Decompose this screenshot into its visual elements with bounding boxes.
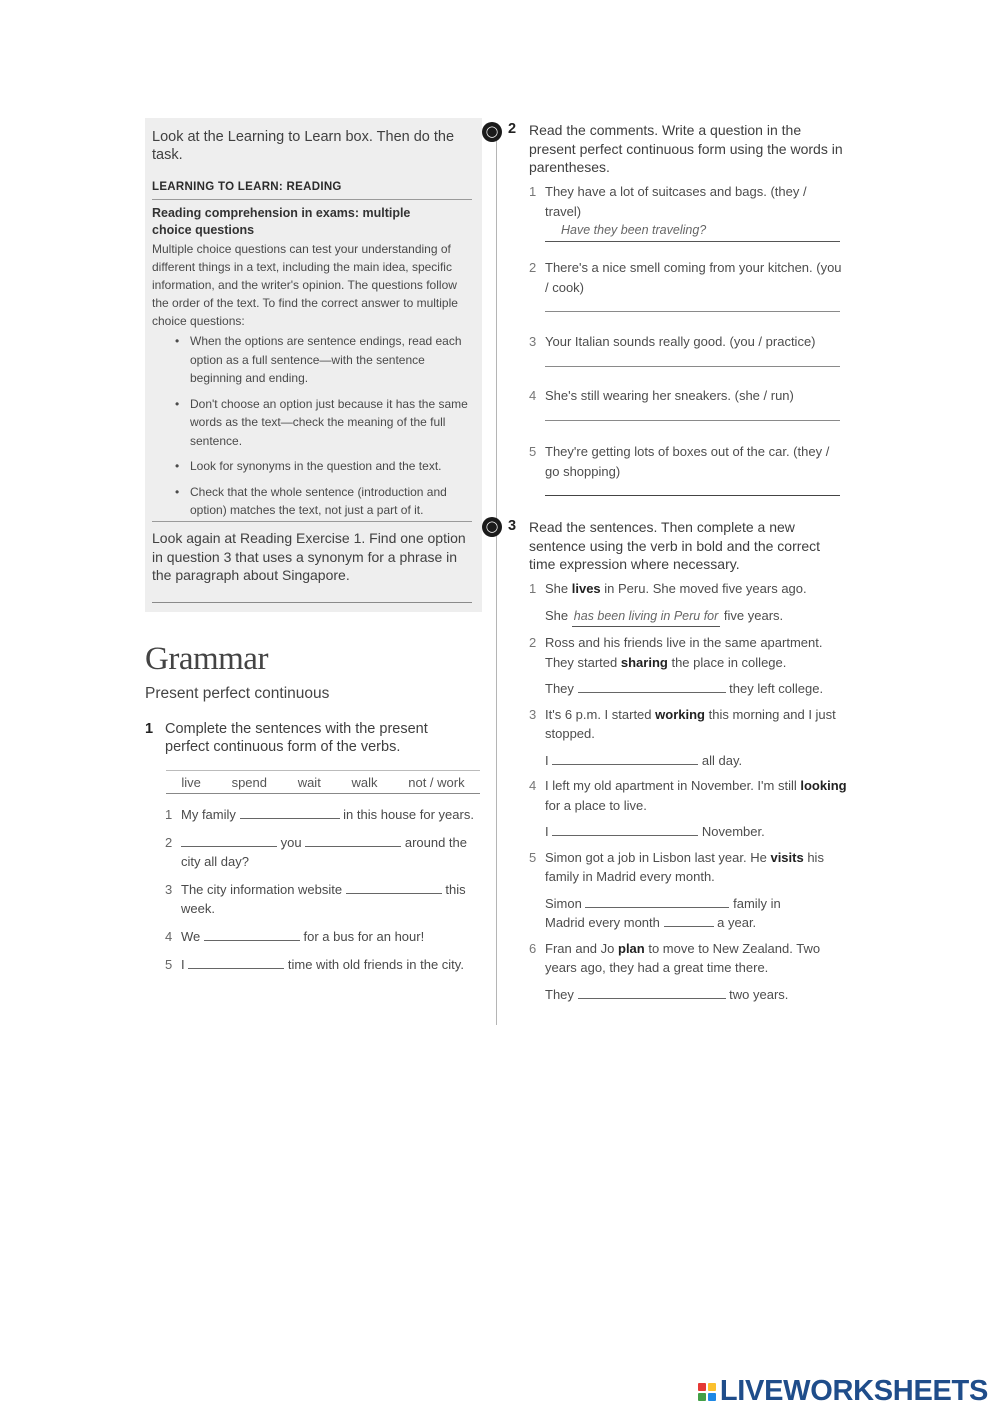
list-item [529, 258, 847, 332]
item-number: 2 [165, 835, 173, 850]
answer-blank[interactable] [585, 894, 729, 908]
item-number: 1 [529, 184, 537, 199]
item-text: Your Italian sounds really good. (you / practice) [545, 334, 816, 349]
learning-box-title: LEARNING TO LEARN: READING [152, 181, 342, 193]
item-number: 3 [165, 882, 173, 897]
word: not / work [408, 774, 465, 790]
list-item [529, 579, 851, 627]
item-text: to move to New Zealand. Two years ago, they had a great time there. [545, 940, 821, 975]
item-number: 2 [529, 635, 537, 650]
item-number: 5 [165, 957, 173, 972]
item-text: I [181, 957, 185, 972]
logo-icon [698, 1383, 716, 1401]
model-answer[interactable]: Have they been traveling? [545, 221, 840, 242]
model-answer[interactable]: has been living in Peru for [572, 607, 721, 628]
task-answer-line[interactable] [152, 602, 472, 603]
exercise-number: 3 [508, 518, 517, 534]
divider [152, 199, 472, 200]
item-text: you [280, 835, 302, 850]
answer-line[interactable] [545, 311, 840, 312]
learning-tips-list [172, 332, 474, 527]
answer-end: five years. [723, 607, 784, 623]
list-item [529, 633, 851, 699]
answer-blank[interactable] [346, 880, 442, 894]
list-item [529, 939, 851, 1005]
word: walk [351, 774, 378, 790]
answer-blank[interactable] [240, 805, 340, 819]
answer-blank[interactable] [181, 833, 277, 847]
item-text: time with old friends in the city. [287, 957, 464, 972]
exercise-1-items [165, 805, 475, 983]
list-item [529, 776, 851, 842]
word-box [166, 770, 480, 794]
word: wait [297, 774, 321, 790]
bold-verb: working [655, 706, 705, 722]
brand-name: LIVEWORKSHEETS [719, 1375, 988, 1407]
bold-verb: looking [800, 778, 847, 793]
lightbulb-icon: ◯ [482, 122, 502, 142]
answer-blank[interactable] [578, 985, 726, 999]
answer-line[interactable] [545, 366, 840, 367]
answer-start: I [545, 752, 549, 768]
item-number: 3 [529, 706, 537, 722]
learning-intro: Look at the Learning to Learn box. Then do the task. [152, 129, 455, 163]
list-item [529, 332, 847, 386]
item-text: Simon got a job in Lisbon last year. He [545, 849, 771, 865]
answer-start: I [545, 824, 549, 839]
item-text: They have a lot of suitcases and bags. (they / travel) [545, 184, 807, 219]
section-subtitle: Present perfect continuous [145, 685, 330, 702]
list-item [165, 805, 475, 824]
item-text: There's a nice smell coming from your kitchen. (you / cook) [545, 260, 842, 295]
answer-end: two years. [729, 986, 789, 1002]
item-number: 3 [529, 334, 537, 349]
list-item [529, 386, 847, 442]
answer-end: November. [701, 824, 765, 839]
item-text: for a bus for an hour! [303, 929, 425, 944]
item-text: his family in Madrid every month. [545, 849, 824, 884]
item-number: 5 [529, 849, 537, 865]
exercise-3-instruction: Read the sentences. Then complete a new sentence using the verb in bold and the correct time expression where necessary. [529, 519, 821, 572]
item-number: 4 [165, 929, 173, 944]
bold-verb: plan [618, 940, 645, 956]
answer-blank[interactable] [664, 913, 714, 927]
bold-verb: sharing [620, 654, 668, 670]
answer-blank[interactable] [188, 955, 284, 969]
list-item [529, 442, 847, 512]
answer-blank[interactable] [305, 833, 401, 847]
item-number: 1 [165, 807, 173, 822]
answer-blank[interactable] [552, 751, 698, 765]
word: live [181, 774, 201, 790]
answer-blank[interactable] [578, 679, 726, 693]
item-text: It's 6 p.m. I started [545, 706, 656, 722]
item-text: The city information website [181, 882, 343, 897]
answer-middle: family in [733, 895, 781, 911]
item-number: 4 [529, 388, 537, 403]
answer-start: Simon [545, 895, 582, 911]
answer-text: Madrid every month [545, 915, 660, 930]
list-item: • When the options are sentence endings, read each option as a full sentence—with the sentence beginning and ending. [172, 332, 474, 388]
item-number: 1 [529, 581, 537, 596]
item-text: the place in college. [667, 654, 787, 670]
answer-blank[interactable] [552, 822, 698, 836]
item-text: She's still wearing her sneakers. (she / run) [545, 388, 794, 403]
bold-verb: lives [571, 581, 601, 596]
list-item [165, 955, 475, 974]
item-number: 2 [529, 260, 537, 275]
list-item [165, 833, 475, 871]
exercise-2-items [529, 182, 847, 512]
exercise-number: 1 [145, 721, 154, 737]
exercise-number: 2 [508, 121, 517, 137]
exercise-2-instruction: Read the comments. Write a question in the present perfect continuous form using the words in parentheses. [529, 122, 843, 175]
item-text: this week. [181, 882, 466, 916]
item-text: Ross and his friends live in the same apartment. They started [545, 635, 823, 670]
answer-start: She [545, 607, 569, 623]
learning-task: Look again at Reading Exercise 1. Find one option in question 3 that uses a synonym for a phrase in the paragraph about Singapore. [152, 530, 466, 583]
item-text: My family [181, 807, 236, 822]
item-text: I left my old apartment in November. I'm still [545, 778, 801, 793]
divider [152, 521, 472, 522]
list-item [165, 880, 475, 918]
learning-box-body: Multiple choice questions can test your understanding of different things in a text, including the main idea, specific information, and the writer's opinion. The questions follow the order of the text. To find the correct answer to multiple choice questions: [152, 242, 458, 328]
column-divider [496, 140, 497, 1025]
item-text: this morning and I just stopped. [545, 706, 836, 741]
answer-end: they left college. [729, 681, 824, 696]
exercise-1-instruction [145, 720, 465, 756]
item-number: 5 [529, 444, 537, 459]
item-number: 6 [529, 940, 537, 956]
list-item [165, 927, 475, 946]
word: spend [231, 774, 267, 790]
item-text: We [181, 929, 201, 944]
answer-start: They [545, 986, 574, 1002]
list-item [529, 848, 851, 933]
instruction-text: Complete the sentences with the present perfect continuous form of the verbs. [165, 721, 428, 755]
item-number: 4 [529, 778, 537, 793]
item-text: in Peru. She moved five years ago. [600, 581, 807, 596]
answer-line[interactable] [545, 495, 840, 496]
liveworksheets-logo [698, 1375, 988, 1408]
section-title: Grammar [145, 641, 268, 677]
item-text: around the city all day? [181, 835, 468, 869]
exercise-3-items [529, 579, 851, 1004]
lightbulb-icon: ◯ [482, 517, 502, 537]
list-item: • Don't choose an option just because it has the same words as the text—check the meaning of the full sentence. [172, 395, 474, 451]
answer-end: a year. [717, 915, 757, 930]
list-item [529, 705, 851, 771]
item-text: in this house for years. [343, 807, 474, 822]
list-item [529, 182, 847, 258]
list-item: • Look for synonyms in the question and the text. [172, 457, 474, 476]
list-item: • Check that the whole sentence (introduction and option) matches the text, not just a part of it. [172, 483, 474, 520]
item-text: She [545, 581, 572, 596]
item-text: for a place to live. [545, 797, 647, 813]
answer-end: all day. [701, 752, 743, 768]
learning-box-subtitle: Reading comprehension in exams: multiple choice questions [152, 206, 411, 237]
answer-start: They [545, 681, 574, 696]
answer-blank[interactable] [204, 927, 300, 941]
bold-verb: visits [770, 849, 804, 865]
item-text: They're getting lots of boxes out of the car. (they / go shopping) [545, 444, 830, 479]
item-text: Fran and Jo [545, 940, 618, 956]
answer-line[interactable] [545, 420, 840, 421]
